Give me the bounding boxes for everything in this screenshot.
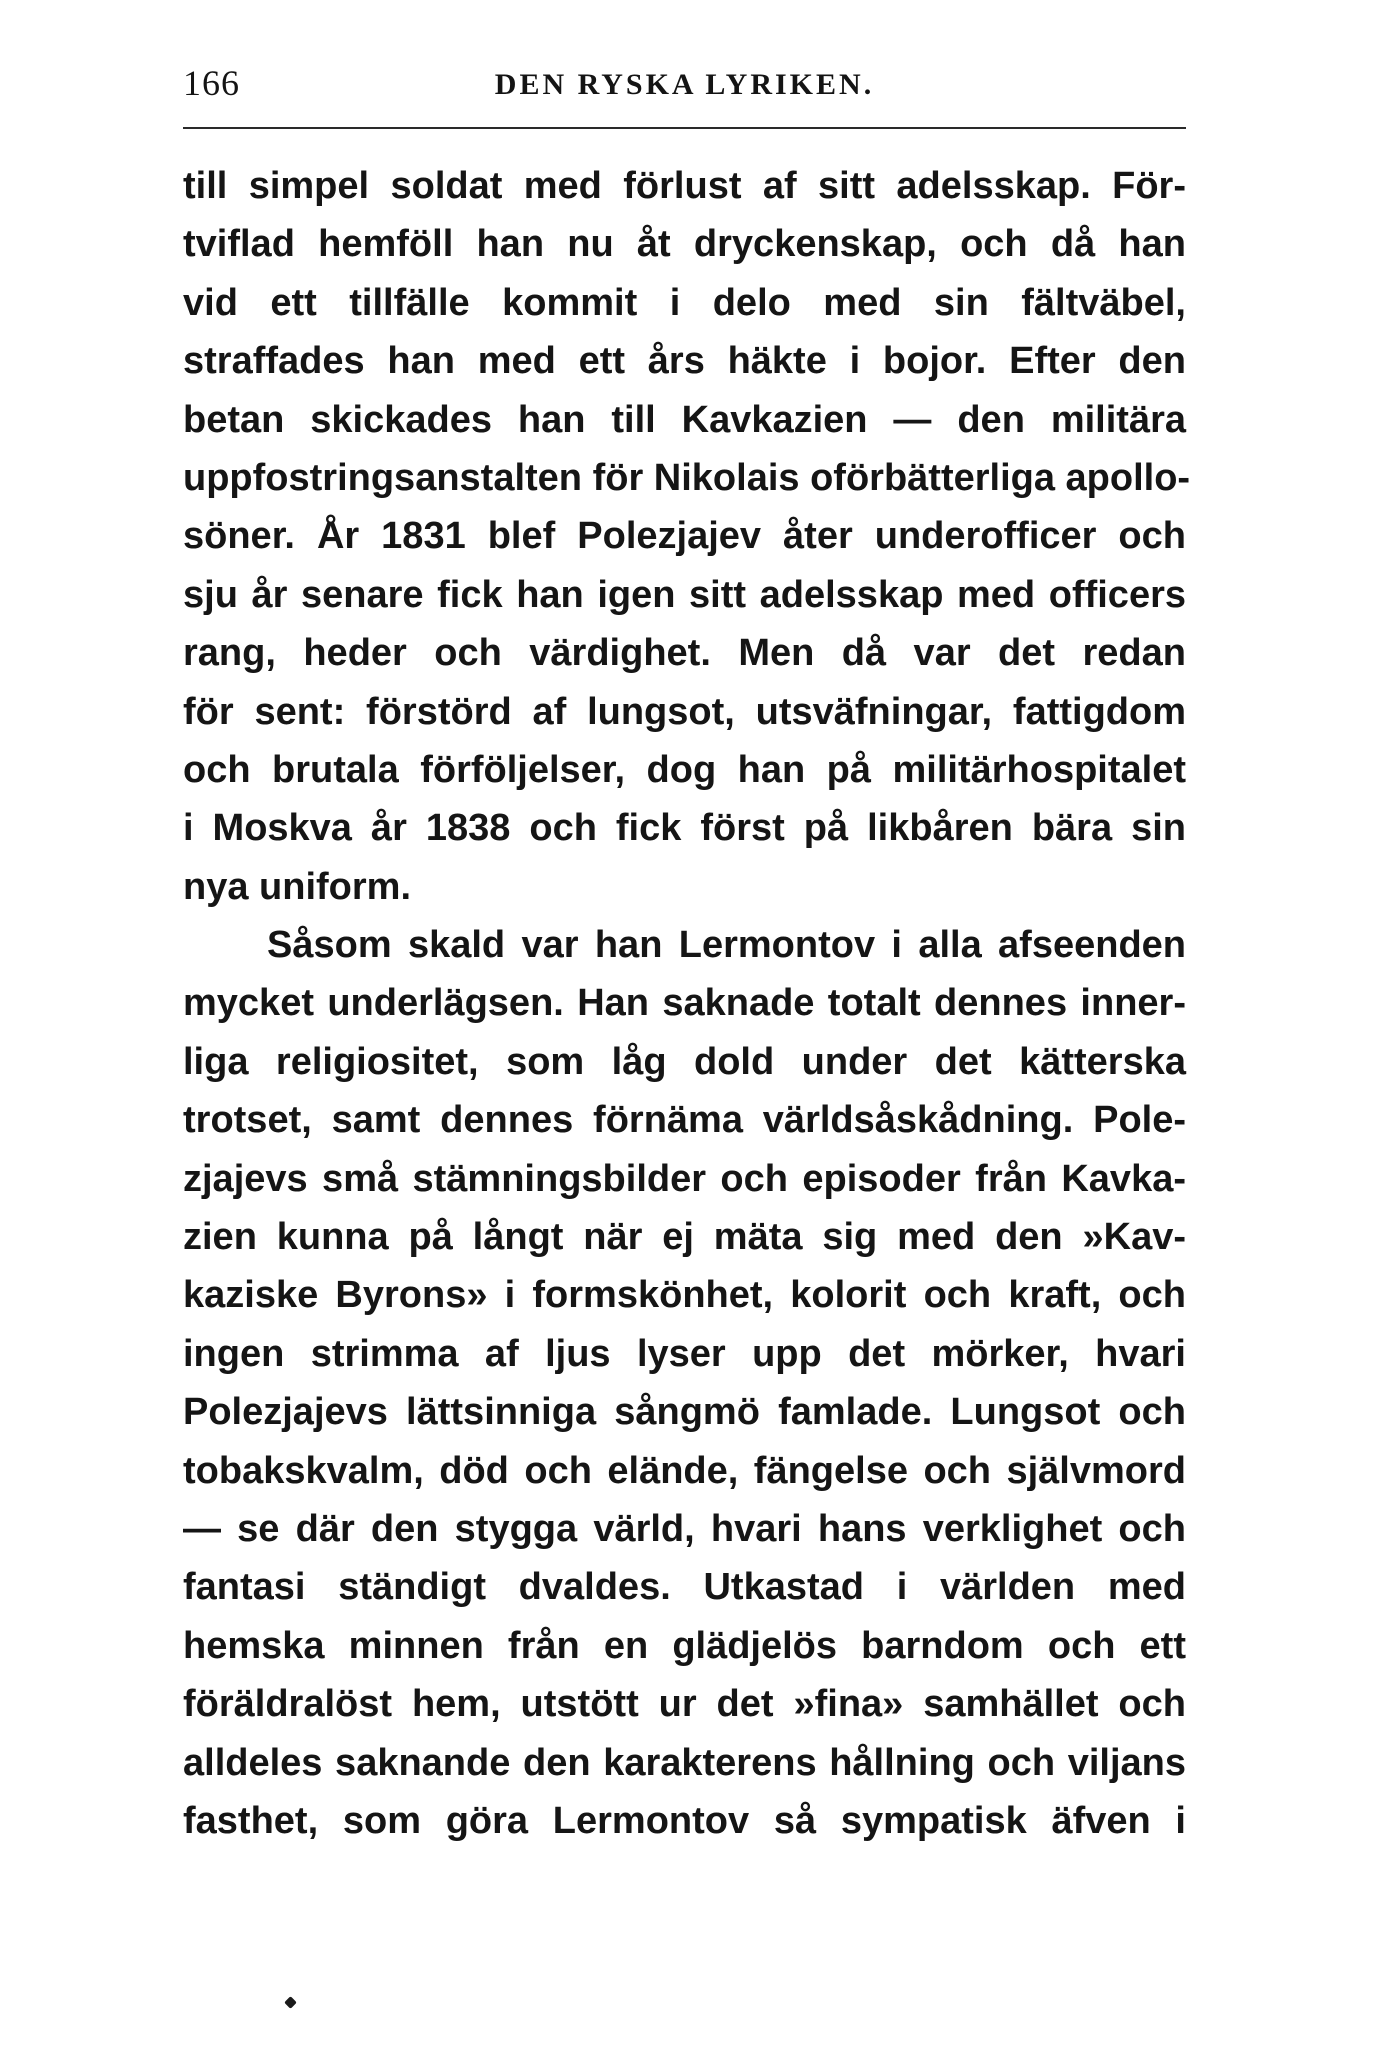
text-line: i Moskva år 1838 och fick först på likbåren bära sin (183, 807, 1186, 850)
text-line: söner. År 1831 blef Polezjajev åter underofficer och (183, 515, 1186, 558)
text-line: nya uniform. (183, 865, 412, 908)
text-line: sju år senare fick han igen sitt adelsskap med officers (183, 573, 1186, 616)
text-line: kaziske Byrons» i formskönhet, kolorit och kraft, och (183, 1274, 1186, 1317)
text-line: uppfostringsanstalten för Nikolais oförbätterliga apollo- (183, 456, 1191, 499)
text-line: föräldralöst hem, utstött ur det »fina» samhället och (183, 1683, 1186, 1726)
text-line: fantasi ständigt dvaldes. Utkastad i världen med (183, 1566, 1186, 1609)
text-line: alldeles saknande den karakterens hållning och viljans (183, 1741, 1186, 1784)
text-line: fasthet, som göra Lermontov så sympatisk äfven i (183, 1799, 1186, 1842)
text-line: — se där den stygga värld, hvari hans verklighet och (183, 1507, 1186, 1550)
text-line: zjajevs små stämningsbilder och episoder från Kavka- (183, 1157, 1186, 1200)
text-line: för sent: förstörd af lungsot, utsväfningar, fattigdom (183, 690, 1186, 733)
running-head: DEN RYSKA LYRIKEN. (494, 68, 875, 101)
text-line: tviflad hemföll han nu åt dryckenskap, och då han (183, 223, 1186, 266)
text-line: och brutala förföljelser, dog han på militärhospitalet (183, 748, 1186, 791)
text-line: trotset, samt dennes förnäma världsåskådning. Pole- (183, 1099, 1186, 1142)
text-line: zien kunna på långt när ej mäta sig med den »Kav- (183, 1216, 1186, 1259)
page-number: 166 (183, 63, 240, 103)
page-header (183, 58, 1186, 118)
text-line: tobakskvalm, död och elände, fängelse och självmord (183, 1449, 1186, 1492)
body-text (183, 157, 1191, 1850)
text-line: till simpel soldat med förlust af sitt adelsskap. För- (183, 165, 1186, 207)
ink-speck (284, 1996, 297, 2009)
header-rule (183, 127, 1186, 129)
text-line: mycket underlägsen. Han saknade totalt dennes inner- (183, 982, 1186, 1025)
text-line: ingen strimma af ljus lyser upp det mörker, hvari (183, 1332, 1186, 1375)
text-line: liga religiositet, som låg dold under det kätterska (183, 1040, 1186, 1083)
text-line: rang, heder och värdighet. Men då var det redan (183, 632, 1186, 675)
text-line: hemska minnen från en glädjelös barndom och ett (183, 1624, 1186, 1667)
text-line: straffades han med ett års häkte i bojor. Efter den (183, 340, 1186, 383)
text-line: Polezjajevs lättsinniga sångmö famlade. Lungsot och (183, 1391, 1186, 1434)
text-line: betan skickades han till Kavkazien — den militära (183, 398, 1186, 441)
paragraph-start-line: Såsom skald var han Lermontov i alla afseenden (267, 924, 1186, 967)
text-line: vid ett tillfälle kommit i delo med sin fältväbel, (183, 281, 1186, 324)
